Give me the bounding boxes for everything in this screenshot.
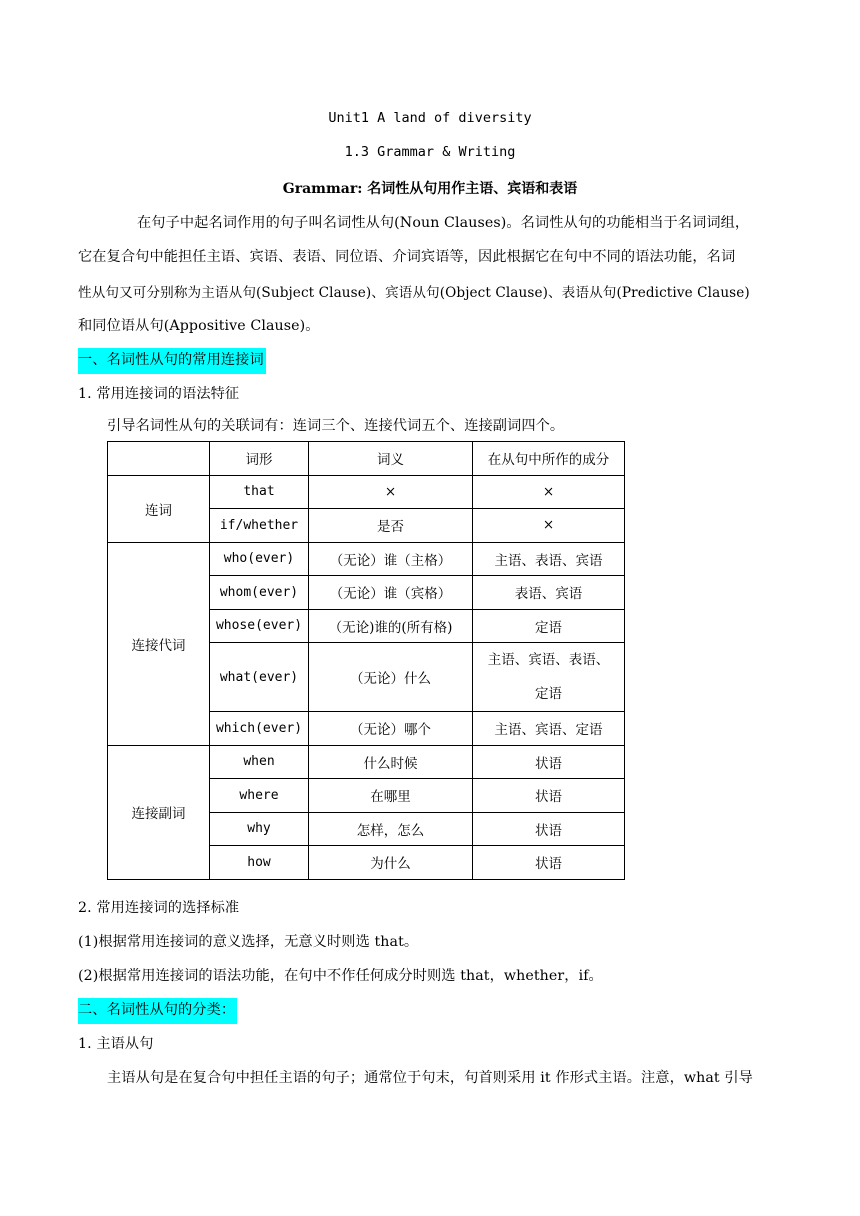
table-cell-form: who(ever) bbox=[210, 542, 309, 576]
table-cell-form: whom(ever) bbox=[210, 576, 309, 610]
table-cell-role bbox=[473, 643, 625, 712]
table-header-form: 词形 bbox=[210, 442, 309, 476]
table-cell-meaning: （无论）谁（宾格） bbox=[309, 576, 473, 610]
table-cell-form: that bbox=[210, 475, 309, 509]
table-cell-role: 状语 bbox=[473, 745, 625, 779]
table-header-empty bbox=[108, 442, 210, 476]
connectives-table bbox=[107, 441, 625, 880]
table-cell-form: how bbox=[210, 846, 309, 880]
table-cell-meaning: 什么时候 bbox=[309, 745, 473, 779]
table-row bbox=[108, 475, 625, 509]
table-cell-role: × bbox=[473, 509, 625, 543]
group-adverbs: 连接副词 bbox=[108, 745, 210, 879]
section-title: 1.3 Grammar & Writing bbox=[344, 144, 516, 160]
table-cell-form: where bbox=[210, 779, 309, 813]
table-header-row bbox=[108, 442, 625, 476]
rule-1: (1)根据常用连接词的意义选择，无意义时则选 that。 bbox=[78, 934, 419, 950]
table-cell-meaning: （无论）哪个 bbox=[309, 712, 473, 746]
intro-line-4: 和同位语从句(Appositive Clause)。 bbox=[78, 318, 320, 334]
table-cell-role: 主语、宾语、定语 bbox=[473, 712, 625, 746]
table-cell-meaning: 怎样，怎么 bbox=[309, 812, 473, 846]
table-cell-form: why bbox=[210, 812, 309, 846]
table-cell-form: if/whether bbox=[210, 509, 309, 543]
section-1-heading: 一、名词性从句的常用连接词 bbox=[78, 348, 266, 374]
table-row bbox=[108, 542, 625, 576]
table-header-role: 在从句中所作的成分 bbox=[473, 442, 625, 476]
group-pronouns: 连接代词 bbox=[108, 542, 210, 745]
subheading-1: 1. 常用连接词的语法特征 bbox=[78, 386, 240, 402]
table-cell-role: 定语 bbox=[473, 609, 625, 643]
subject-clause-text: 主语从句是在复合句中担任主语的句子；通常位于句末，句首则采用 it 作形式主语。注意，what 引导 bbox=[107, 1070, 753, 1086]
table-cell-role: 状语 bbox=[473, 779, 625, 813]
intro-line-1: 在句子中起名词作用的句子叫名词性从句(Noun Clauses)。名词性从句的功能相当于名词词组， bbox=[137, 215, 750, 231]
group-conjunctions: 连词 bbox=[108, 475, 210, 542]
table-cell-meaning: 在哪里 bbox=[309, 779, 473, 813]
table-cell-meaning: （无论)谁的(所有格) bbox=[309, 609, 473, 643]
table-row bbox=[108, 745, 625, 779]
subheading-2: 2. 常用连接词的选择标准 bbox=[78, 900, 240, 916]
subject-clause-heading: 1. 主语从句 bbox=[78, 1036, 154, 1052]
rule-2: (2)根据常用连接词的语法功能，在句中不作任何成分时则选 that，whether，if。 bbox=[78, 968, 603, 984]
table-cell-form: which(ever) bbox=[210, 712, 309, 746]
role-line-1: 主语、宾语、表语、 bbox=[487, 652, 610, 668]
table-cell-meaning: 是否 bbox=[309, 509, 473, 543]
unit-title: Unit1 A land of diversity bbox=[328, 110, 532, 126]
section-2-heading: 二、名词性从句的分类： bbox=[78, 998, 237, 1024]
table-cell-role: 主语、表语、宾语 bbox=[473, 542, 625, 576]
table-cell-form: what(ever) bbox=[210, 643, 309, 712]
table-cell-form: whose(ever) bbox=[210, 609, 309, 643]
role-line-2: 定语 bbox=[535, 686, 562, 702]
table-cell-role: 表语、宾语 bbox=[473, 576, 625, 610]
table-cell-form: when bbox=[210, 745, 309, 779]
table-cell-role: 状语 bbox=[473, 846, 625, 880]
table-cell-meaning: （无论）什么 bbox=[309, 643, 473, 712]
table-cell-meaning: 为什么 bbox=[309, 846, 473, 880]
table-cell-meaning: × bbox=[309, 475, 473, 509]
intro-line-3: 性从句又可分别称为主语从句(Subject Clause)、宾语从句(Object Clause)、表语从句(Predictive Clause) bbox=[78, 285, 750, 301]
table-cell-role: 状语 bbox=[473, 812, 625, 846]
table-header-meaning: 词义 bbox=[309, 442, 473, 476]
grammar-title: Grammar: 名词性从句用作主语、宾语和表语 bbox=[282, 181, 578, 197]
intro-line-2: 它在复合句中能担任主语、宾语、表语、同位语、介词宾语等，因此根据它在句中不同的语法功能，名词 bbox=[78, 249, 736, 265]
connectives-summary: 引导名词性从句的关联词有：连词三个、连接代词五个、连接副词四个。 bbox=[107, 418, 565, 434]
table-cell-role: × bbox=[473, 475, 625, 509]
table-cell-meaning: （无论）谁（主格） bbox=[309, 542, 473, 576]
